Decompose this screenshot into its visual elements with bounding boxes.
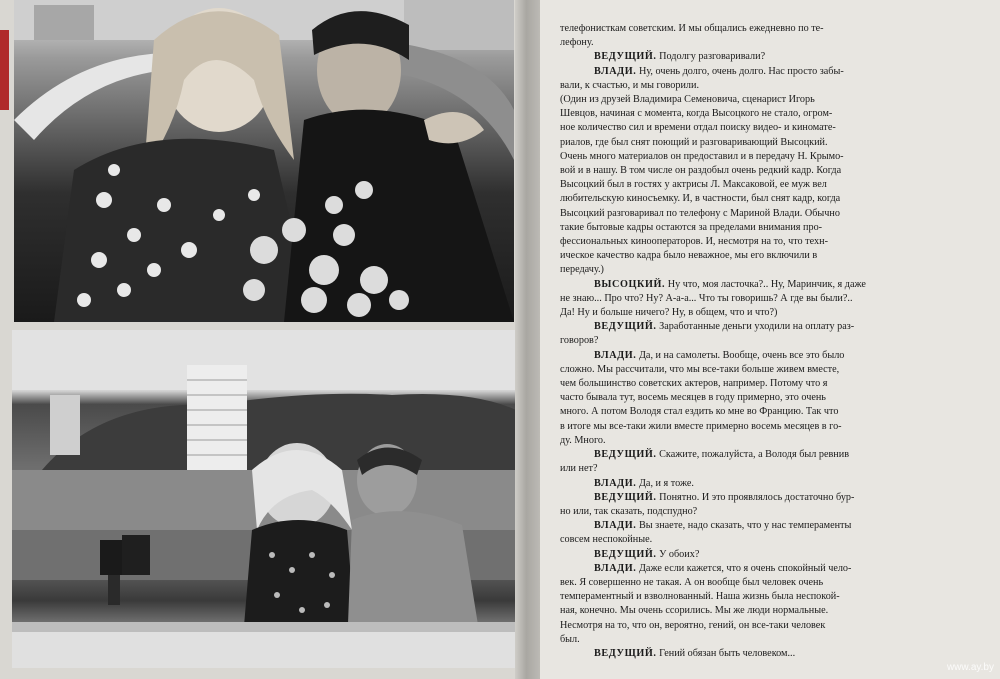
line-text: не знаю... Про что? Ну? А-а-а... Что ты говоришь? А где вы были?..: [560, 292, 853, 304]
text-line: [560, 178, 988, 192]
text-line: [560, 22, 988, 36]
text-line: [560, 420, 988, 434]
line-text: передачу.): [560, 264, 604, 276]
text-line: [560, 462, 988, 476]
text-line: [560, 334, 988, 348]
text-line: [560, 619, 988, 633]
text-line: [560, 477, 988, 491]
right-page: [540, 0, 1000, 679]
text-line: [560, 292, 988, 306]
line-text: Заработанные деньги уходили на оплату раз-: [659, 321, 855, 333]
line-text: Высоцкий разговаривал по телефону с Мариной Влади. Обычно: [560, 207, 840, 219]
line-text: говоров?: [560, 335, 599, 347]
speaker-label: ВЫСОЦКИЙ.: [594, 278, 666, 290]
line-text: риалов, где был снят поющий и разговаривающий Высоцкий.: [560, 136, 828, 148]
speaker-label: ВЕДУЩИЙ.: [594, 449, 657, 461]
text-line: [560, 79, 988, 93]
text-line: [560, 448, 988, 462]
line-text: чем большинство советских актеров, например. Потому что я: [560, 378, 828, 390]
text-line: [560, 278, 988, 292]
line-text: Ну, очень долго, очень долго. Нас просто забы-: [638, 65, 844, 77]
text-line: [560, 633, 988, 647]
text-line: [560, 164, 988, 178]
line-text: Даже если кажется, что я очень спокойный чело-: [638, 562, 852, 574]
photo-couple-on-boat: [12, 330, 516, 668]
text-line: [560, 377, 988, 391]
speaker-label: ВЛАДИ.: [594, 477, 637, 489]
text-line: [560, 491, 988, 505]
text-line: [560, 263, 988, 277]
line-text: фессиональных кинооператоров. И, несмотря на то, что техн-: [560, 236, 828, 248]
text-line: [560, 306, 988, 320]
line-text: Гений обязан быть человеком...: [659, 647, 796, 659]
line-text: совсем неспокойные.: [560, 534, 653, 546]
text-line: [560, 562, 988, 576]
text-line: [560, 363, 988, 377]
text-line: [560, 604, 988, 618]
text-line: [560, 192, 988, 206]
line-text: Подолгу разговаривали?: [659, 51, 766, 63]
line-text: или нет?: [560, 463, 598, 475]
line-text: (Один из друзей Владимира Семеновича, сценарист Игорь: [560, 94, 815, 106]
text-line: [560, 121, 988, 135]
line-text: Да, и я тоже.: [638, 477, 694, 489]
text-line: [560, 249, 988, 263]
line-text: У обоих?: [659, 548, 700, 560]
text-line: [560, 221, 988, 235]
speaker-label: ВЕДУЩИЙ.: [594, 647, 657, 659]
interview-text: [560, 22, 988, 661]
speaker-label: ВЛАДИ.: [594, 562, 637, 574]
line-text: век. Я совершенно не такая. А он вообще был человек очень: [560, 576, 824, 588]
speaker-label: ВЛАДИ.: [594, 520, 637, 532]
text-line: [560, 548, 988, 562]
text-line: [560, 519, 988, 533]
line-text: Высоцкий был в гостях у актрисы Л. Максаковой, ее муж вел: [560, 179, 827, 191]
text-line: [560, 505, 988, 519]
watermark: www.ay.by: [946, 662, 994, 673]
line-text: в итоге мы все-таки жили вместе примерно восемь месяцев в го-: [560, 420, 842, 432]
text-line: [560, 50, 988, 64]
line-text: сложно. Мы рассчитали, что мы все-таки больше живем вместе,: [560, 363, 840, 375]
line-text: Понятно. И это проявлялось достаточно бур-: [659, 491, 855, 503]
speaker-label: ВЛАДИ.: [594, 65, 637, 77]
text-line: [560, 235, 988, 249]
line-text: Очень много материалов он предоставил и в передачу Н. Крымо-: [560, 150, 844, 162]
text-line: [560, 36, 988, 50]
line-text: ная, конечно. Мы очень ссорились. Мы же люди нормальные.: [560, 605, 829, 617]
line-text: но или, так сказать, подспудно?: [560, 505, 698, 517]
line-text: вой и в нашу. В том числе он раздобыл очень редкий кадр. Когда: [560, 165, 842, 177]
text-line: [560, 647, 988, 661]
line-text: телефонисткам советским. И мы общались ежедневно по те-: [560, 23, 824, 34]
line-text: был.: [560, 633, 580, 645]
photo-couple-with-flowers: [14, 0, 514, 322]
text-line: [560, 107, 988, 121]
text-line: [560, 590, 988, 604]
line-text: ду. Много.: [560, 434, 606, 446]
text-line: [560, 405, 988, 419]
line-text: ическое качество кадра было неважное, мы его включили в: [560, 250, 818, 262]
text-line: [560, 207, 988, 221]
line-text: часто бывала тут, восемь месяцев в году примерно, это очень: [560, 392, 826, 404]
photo-bottom-figures: [12, 330, 516, 668]
text-line: [560, 349, 988, 363]
speaker-label: ВЕДУЩИЙ.: [594, 491, 657, 503]
text-line: [560, 93, 988, 107]
line-text: много. А потом Володя стал ездить ко мне во Францию. Так что: [560, 406, 839, 418]
speaker-label: ВЕДУЩИЙ.: [594, 321, 657, 333]
photo-top-figures: [14, 0, 514, 322]
text-line: [560, 391, 988, 405]
text-line: [560, 136, 988, 150]
page-edge-marker: [0, 30, 9, 110]
line-text: Да! Ну и больше ничего? Ну, в общем, что и что?): [560, 307, 778, 319]
text-line: [560, 150, 988, 164]
text-line: [560, 576, 988, 590]
line-text: Шевцов, начиная с момента, когда Высоцкого не стало, огром-: [560, 108, 833, 120]
speaker-label: ВЕДУЩИЙ.: [594, 51, 657, 63]
text-line: [560, 65, 988, 79]
text-line: [560, 434, 988, 448]
line-text: Ну что, моя ласточка?.. Ну, Маринчик, я даже: [667, 278, 866, 290]
text-line: [560, 320, 988, 334]
line-text: Несмотря на то, что он, вероятно, гений, он все-таки человек: [560, 619, 826, 631]
speaker-label: ВЛАДИ.: [594, 349, 637, 361]
line-text: Вы знаете, надо сказать, что у нас темпераменты: [638, 520, 852, 532]
speaker-label: ВЕДУЩИЙ.: [594, 548, 657, 560]
line-text: Да, и на самолеты. Вообще, очень все это было: [638, 349, 845, 361]
text-line: [560, 533, 988, 547]
line-text: темпераментный и взволнованный. Наша жизнь была неспокой-: [560, 591, 840, 603]
line-text: ное количество сил и времени отдал поиску видео- и киномате-: [560, 122, 836, 134]
line-text: вали, к счастью, и мы говорили.: [560, 79, 700, 91]
line-text: любительскую киносъемку. И, в частности, был снят кадр, когда: [560, 193, 841, 205]
line-text: лефону.: [560, 37, 594, 49]
book-gutter: [515, 0, 540, 679]
line-text: Скажите, пожалуйста, а Володя был ревнив: [659, 449, 850, 461]
line-text: такие бытовые кадры остаются за пределами внимания про-: [560, 221, 823, 233]
